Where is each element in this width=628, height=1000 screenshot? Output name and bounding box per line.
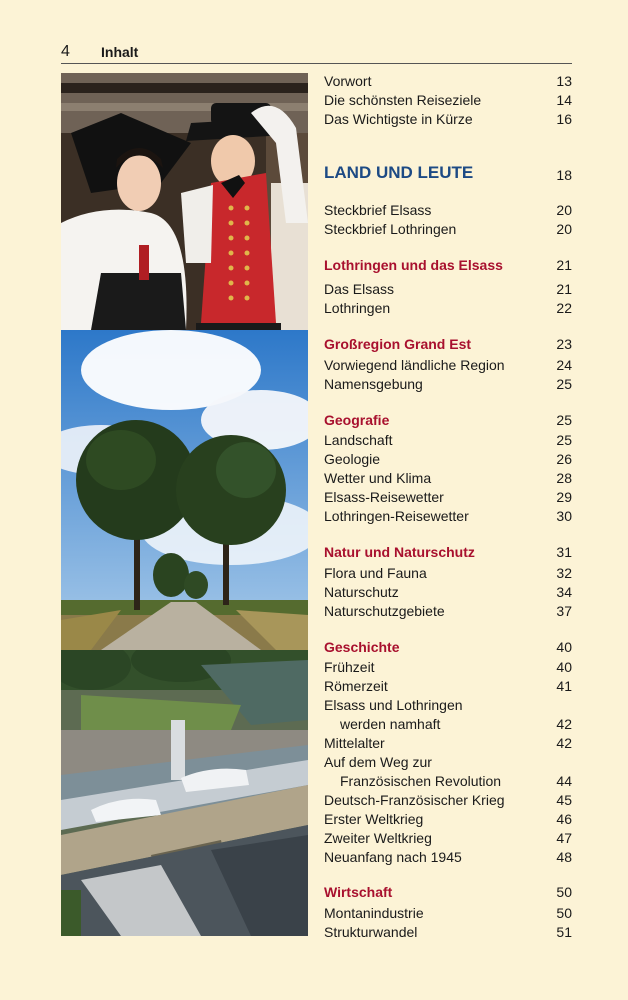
toc-page-number: 13	[556, 73, 572, 89]
toc-page-number: 47	[556, 830, 572, 846]
toc-label: Wirtschaft	[324, 884, 393, 900]
toc-label: Geologie	[324, 451, 381, 467]
toc-page-number: 31	[556, 544, 572, 560]
toc-label: Das Wichtigste in Kürze	[324, 111, 473, 127]
toc-label: Vorwiegend ländliche Region	[324, 357, 505, 373]
toc-page-number: 30	[556, 508, 572, 524]
page-title: Inhalt	[101, 44, 139, 60]
toc-page-number: 41	[556, 678, 572, 694]
toc-label: Elsass und Lothringen	[324, 697, 463, 713]
toc-label: LAND UND LEUTE	[324, 163, 474, 182]
photo-column	[61, 73, 308, 936]
toc-page-number: 48	[556, 849, 572, 865]
toc-page-number: 25	[556, 412, 572, 428]
toc-label: Auf dem Weg zur	[324, 754, 432, 770]
toc-label: Strukturwandel	[324, 924, 418, 940]
toc-page-number: 20	[556, 221, 572, 237]
toc-page-number: 18	[556, 167, 572, 183]
toc-label: Flora und Fauna	[324, 565, 427, 581]
toc-page-number: 42	[556, 716, 572, 732]
toc-label: Deutsch-Französischer Krieg	[324, 792, 505, 808]
toc-label: Frühzeit	[324, 659, 375, 675]
toc-page-number: 50	[556, 884, 572, 900]
toc-page-number: 25	[556, 432, 572, 448]
toc-label: Steckbrief Lothringen	[324, 221, 457, 237]
toc-page-number: 40	[556, 639, 572, 655]
toc-label: Naturschutzgebiete	[324, 603, 445, 619]
toc-page-number: 28	[556, 470, 572, 486]
toc-label: Französischen Revolution	[340, 773, 502, 789]
page-number: 4	[61, 43, 70, 60]
toc-label: Geografie	[324, 412, 390, 428]
toc-page-number: 21	[556, 257, 572, 273]
toc-label: Römerzeit	[324, 678, 388, 694]
toc-page-number: 34	[556, 584, 572, 600]
toc-label: Vorwort	[324, 73, 372, 89]
toc-label: Die schönsten Reiseziele	[324, 92, 482, 108]
photo-traditional-costume	[61, 73, 308, 330]
toc-page-number: 51	[556, 924, 572, 940]
toc-label: Lothringen-Reisewetter	[324, 508, 469, 524]
toc-label: Namensgebung	[324, 376, 423, 392]
toc-page-number: 37	[556, 603, 572, 619]
toc-label: Naturschutz	[324, 584, 399, 600]
toc-page-number: 44	[556, 773, 572, 789]
toc-label: Lothringen	[324, 300, 391, 316]
toc-page-number: 22	[556, 300, 572, 316]
toc-label: Montanindustrie	[324, 905, 424, 921]
toc-label: Elsass-Reisewetter	[324, 489, 444, 505]
toc-page-number: 16	[556, 111, 572, 127]
toc-page-number: 32	[556, 565, 572, 581]
toc-label: Geschichte	[324, 639, 400, 655]
toc-page-number: 24	[556, 357, 572, 373]
toc-label: Wetter und Klima	[324, 470, 432, 486]
toc-page-number: 40	[556, 659, 572, 675]
toc-label: Neuanfang nach 1945	[324, 849, 462, 865]
toc-label: Natur und Naturschutz	[324, 544, 475, 560]
toc-page-number: 45	[556, 792, 572, 808]
toc-page-number: 21	[556, 281, 572, 297]
toc-page-number: 14	[556, 92, 572, 108]
table-of-contents	[324, 0, 572, 1000]
toc-page-number: 23	[556, 336, 572, 352]
toc-label: Großregion Grand Est	[324, 336, 472, 352]
toc-label: werden namhaft	[340, 716, 441, 732]
toc-page-number: 26	[556, 451, 572, 467]
toc-label: Erster Weltkrieg	[324, 811, 424, 827]
toc-label: Landschaft	[324, 432, 393, 448]
toc-label: Steckbrief Elsass	[324, 202, 432, 218]
toc-page-number: 25	[556, 376, 572, 392]
toc-page-number: 20	[556, 202, 572, 218]
toc-page-number: 46	[556, 811, 572, 827]
photo-tree-lined-road	[61, 330, 308, 650]
toc-label: Lothringen und das Elsass	[324, 257, 503, 273]
toc-label: Das Elsass	[324, 281, 395, 297]
toc-page-number: 50	[556, 905, 572, 921]
photo-boat-lift	[61, 650, 308, 936]
toc-label: Zweiter Weltkrieg	[324, 830, 432, 846]
toc-page-number: 42	[556, 735, 572, 751]
toc-page-number: 29	[556, 489, 572, 505]
toc-label: Mittelalter	[324, 735, 385, 751]
